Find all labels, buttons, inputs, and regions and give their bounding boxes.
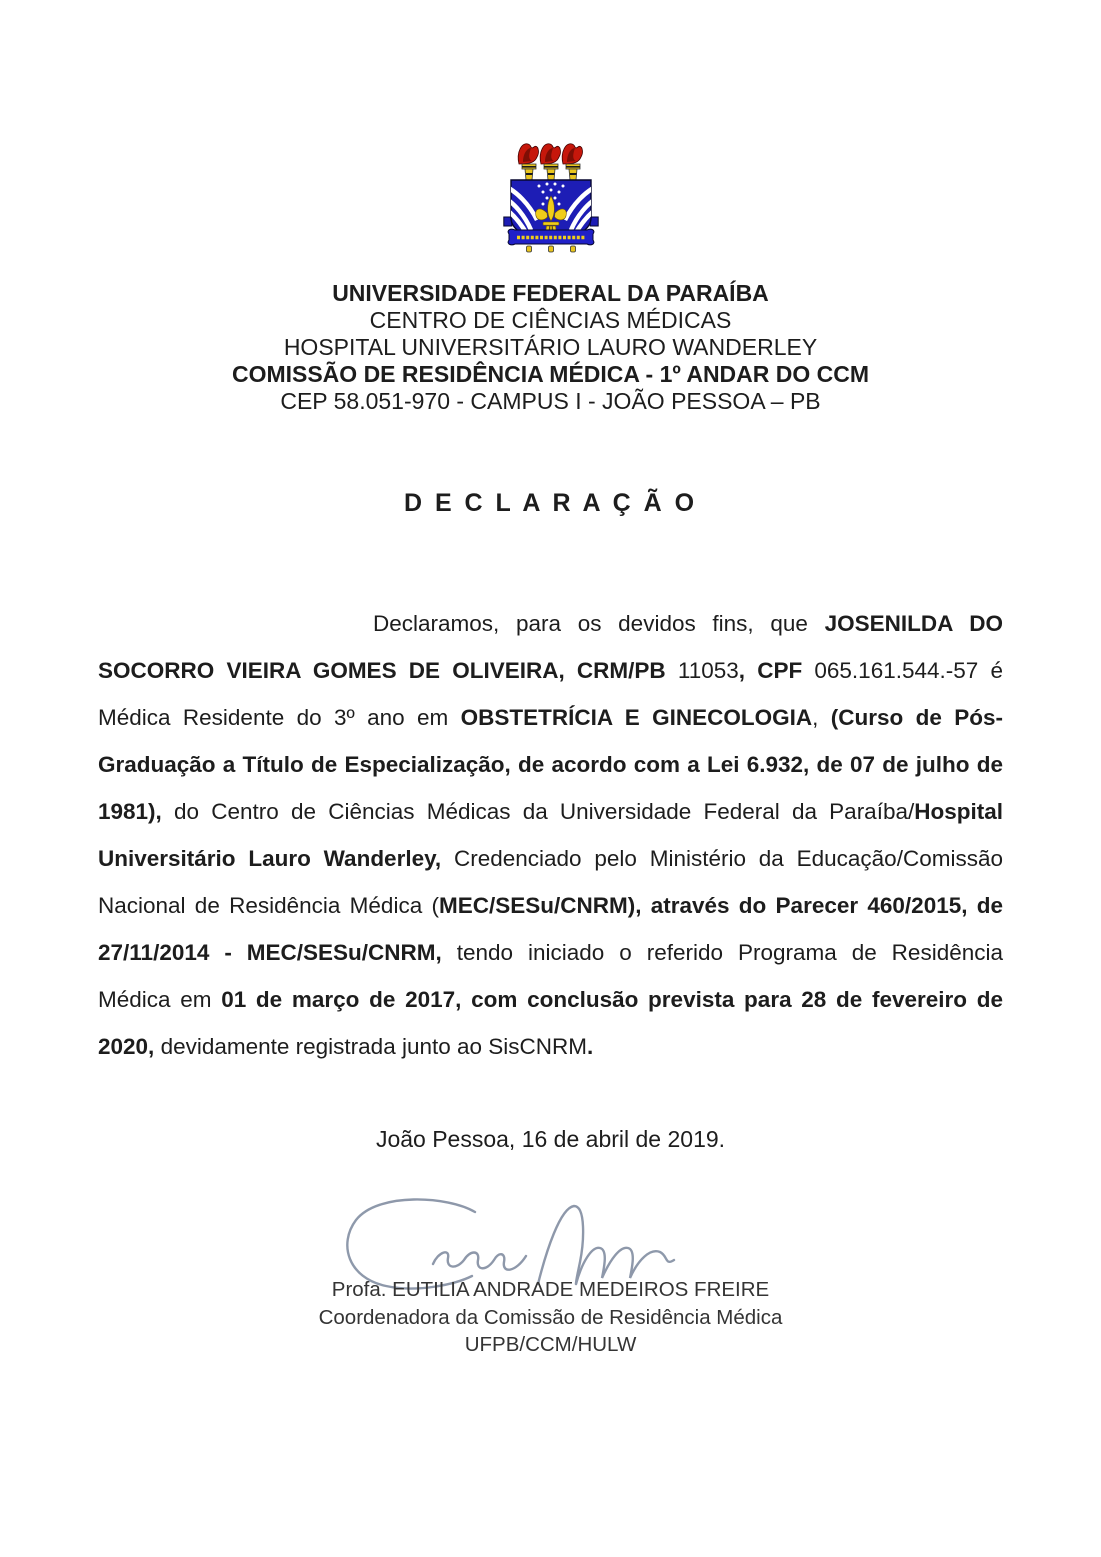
paragraph-segment: (Curso de Pós-Graduação a Título de Especialização, de acordo com a Lei 6.932, de 07 de julho de 1981), [98, 705, 1003, 824]
paragraph-segment: JOSENILDA DO SOCORRO VIEIRA GOMES DE OLIVEIRA, CRM/PB [98, 611, 1004, 683]
paragraph-segment: , [812, 705, 831, 730]
org-header-line: CENTRO DE CIÊNCIAS MÉDICAS [369, 307, 732, 333]
paragraph-segment: MEC/SESu/CNRM), através do Parecer 460/2015, de 27/11/2014 - MEC/SESu/CNRM, [98, 893, 1003, 965]
date-line: João Pessoa, 16 de abril de 2019. [375, 1126, 726, 1152]
paragraph-segment: Hospital Universitário Lauro Wanderley, [98, 799, 1003, 871]
paragraph-segment: 065.161.544.-57 é Médica Residente do 3º ano em [98, 658, 1003, 730]
paragraph-segment: tendo iniciado o referido Programa de Residência Médica em [98, 940, 1003, 1012]
org-header-line: UNIVERSIDADE FEDERAL DA PARAÍBA [332, 280, 769, 306]
paragraph-segment: Credenciado pelo Ministério da Educação/Comissão Nacional de Residência Médica ( [98, 846, 1003, 918]
paragraph-segment: Declaramos, para os devidos fins, que [373, 611, 825, 636]
org-header-line: CEP 58.051-970 - CAMPUS I - JOÃO PESSOA – PB [280, 388, 821, 414]
org-header-line: COMISSÃO DE RESIDÊNCIA MÉDICA - 1º ANDAR DO CCM [231, 361, 870, 387]
signature-block [0, 1276, 1101, 1359]
paragraph-segment: 01 de março de 2017, com conclusão prevista para 28 de fevereiro de 2020, [98, 987, 1003, 1059]
paragraph-segment: , CPF [738, 658, 815, 683]
signer-name: Profa. EUTILIA ANDRADE MEDEIROS FREIRE [331, 1278, 770, 1301]
paragraph-segment: devidamente registrada junto ao SisCNRM [154, 1034, 588, 1059]
declaration-paragraph [98, 600, 1003, 1070]
torch-feet [526, 246, 575, 252]
signer-org: UFPB/CCM/HULW [464, 1333, 637, 1356]
signer-role: Coordenadora da Comissão de Residência Médica [318, 1305, 783, 1329]
paragraph-segment: do Centro de Ciências Médicas da Universidade Federal da Paraíba/ [161, 799, 915, 824]
paragraph-segment: 11053 [665, 658, 739, 683]
paragraph-segment: OBSTETRÍCIA E GINECOLOGIA [460, 705, 813, 730]
torch-icons [518, 144, 582, 180]
motto-banner [508, 229, 594, 245]
paragraph-segment: . [587, 1034, 594, 1059]
ufpb-crest-icon [503, 140, 599, 262]
doc-title: D E C L A R A Ç Ã O [403, 489, 698, 517]
org-header [0, 280, 1101, 415]
org-header-line: HOSPITAL UNIVERSITÁRIO LAURO WANDERLEY [283, 334, 818, 360]
